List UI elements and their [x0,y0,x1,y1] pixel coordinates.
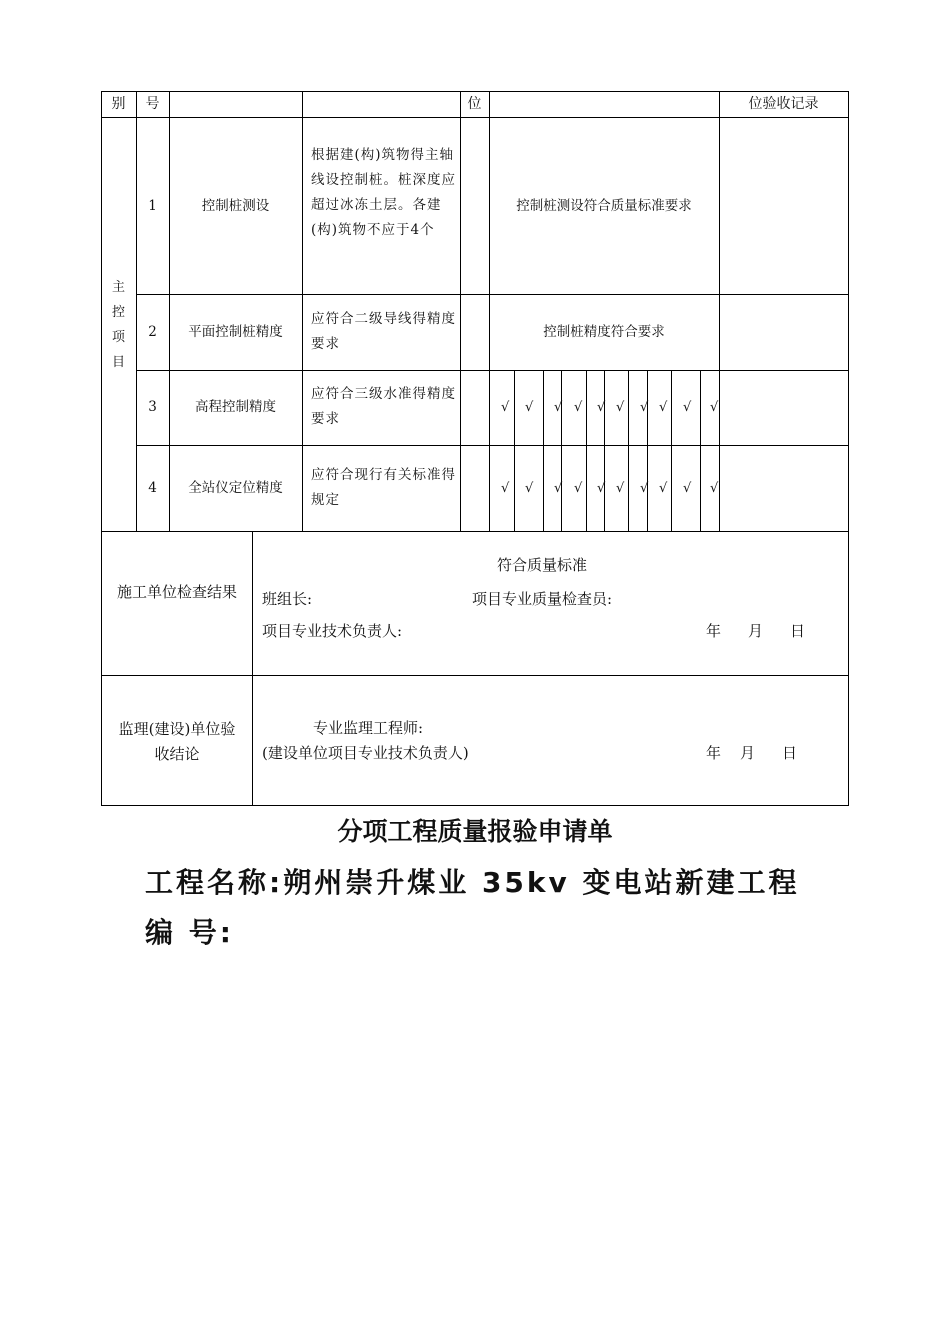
row-1-requirement: 根据建(构)筑物得主轴线设控制桩。桩深度应超过冰冻土层。各建(构)筑物不应于4个 [311,147,456,238]
row-1-number: 1 [148,198,157,214]
row-4-check: √ [525,481,534,496]
construction-check-result: 符合质量标准 [497,556,588,574]
row-3-check: √ [659,400,668,415]
quality-inspector-label: 项目专业质量检查员: [472,590,613,608]
team-leader-label: 班组长: [262,590,313,608]
row-4-check: √ [554,481,563,496]
row-3-check: √ [640,400,649,415]
row-4-number: 4 [148,480,157,496]
header-position: 位 [467,96,482,112]
row-4-check: √ [501,481,510,496]
supervision-label: 监理(建设)单位验收结论 [118,720,236,763]
row-2-record: 控制桩精度符合要求 [543,324,665,340]
construction-date-year: 年 [706,622,722,640]
construction-date-month: 月 [748,622,764,640]
row-1-item: 控制桩测设 [201,198,270,214]
row-4-check: √ [640,481,649,496]
supervision-date-month: 月 [740,744,756,762]
header-number: 号 [145,96,160,112]
row-3-check: √ [597,400,606,415]
form-title: 分项工程质量报验申请单 [337,817,613,846]
row-3-check: √ [683,400,692,415]
row-3-requirement: 应符合三级水准得精度要求 [311,386,456,427]
row-4-check: √ [710,481,719,496]
tech-lead-label: 项目专业技术负责人: [262,622,403,640]
row-3-check: √ [616,400,625,415]
row-3-check: √ [710,400,719,415]
construction-check-label: 施工单位检查结果 [116,583,237,601]
supervision-date-day: 日 [782,744,798,762]
row-4-check: √ [683,481,692,496]
row-4-requirement: 应符合现行有关标准得规定 [311,467,456,508]
row-4-check: √ [616,481,625,496]
supervision-date-year: 年 [706,744,722,762]
form-number-label: 编 号: [145,916,234,949]
project-name: 工程名称:朔州崇升煤业 35kv 变电站新建工程 [145,866,800,899]
row-3-check: √ [501,400,510,415]
row-3-check: √ [574,400,583,415]
row-2-item: 平面控制桩精度 [188,324,283,340]
owner-rep-label: (建设单位项目专业技术负责人) [262,744,469,762]
row-3-check: √ [525,400,534,415]
row-2-number: 2 [148,324,157,340]
row-4-item: 全站仪定位精度 [188,480,283,496]
group-label-main-control: 主 控 项 目 [111,280,125,370]
supervising-engineer-label: 专业监理工程师: [313,719,424,737]
header-category: 别 [111,96,126,112]
row-3-number: 3 [148,399,157,415]
row-1-record: 控制桩测设符合质量标准要求 [516,198,692,214]
row-4-check: √ [597,481,606,496]
row-2-requirement: 应符合二级导线得精度要求 [311,311,456,352]
row-3-item: 高程控制精度 [195,399,276,415]
header-record: 位验收记录 [748,96,819,112]
row-3-check: √ [554,400,563,415]
row-4-check: √ [659,481,668,496]
construction-date-day: 日 [790,622,806,640]
row-4-check: √ [574,481,583,496]
